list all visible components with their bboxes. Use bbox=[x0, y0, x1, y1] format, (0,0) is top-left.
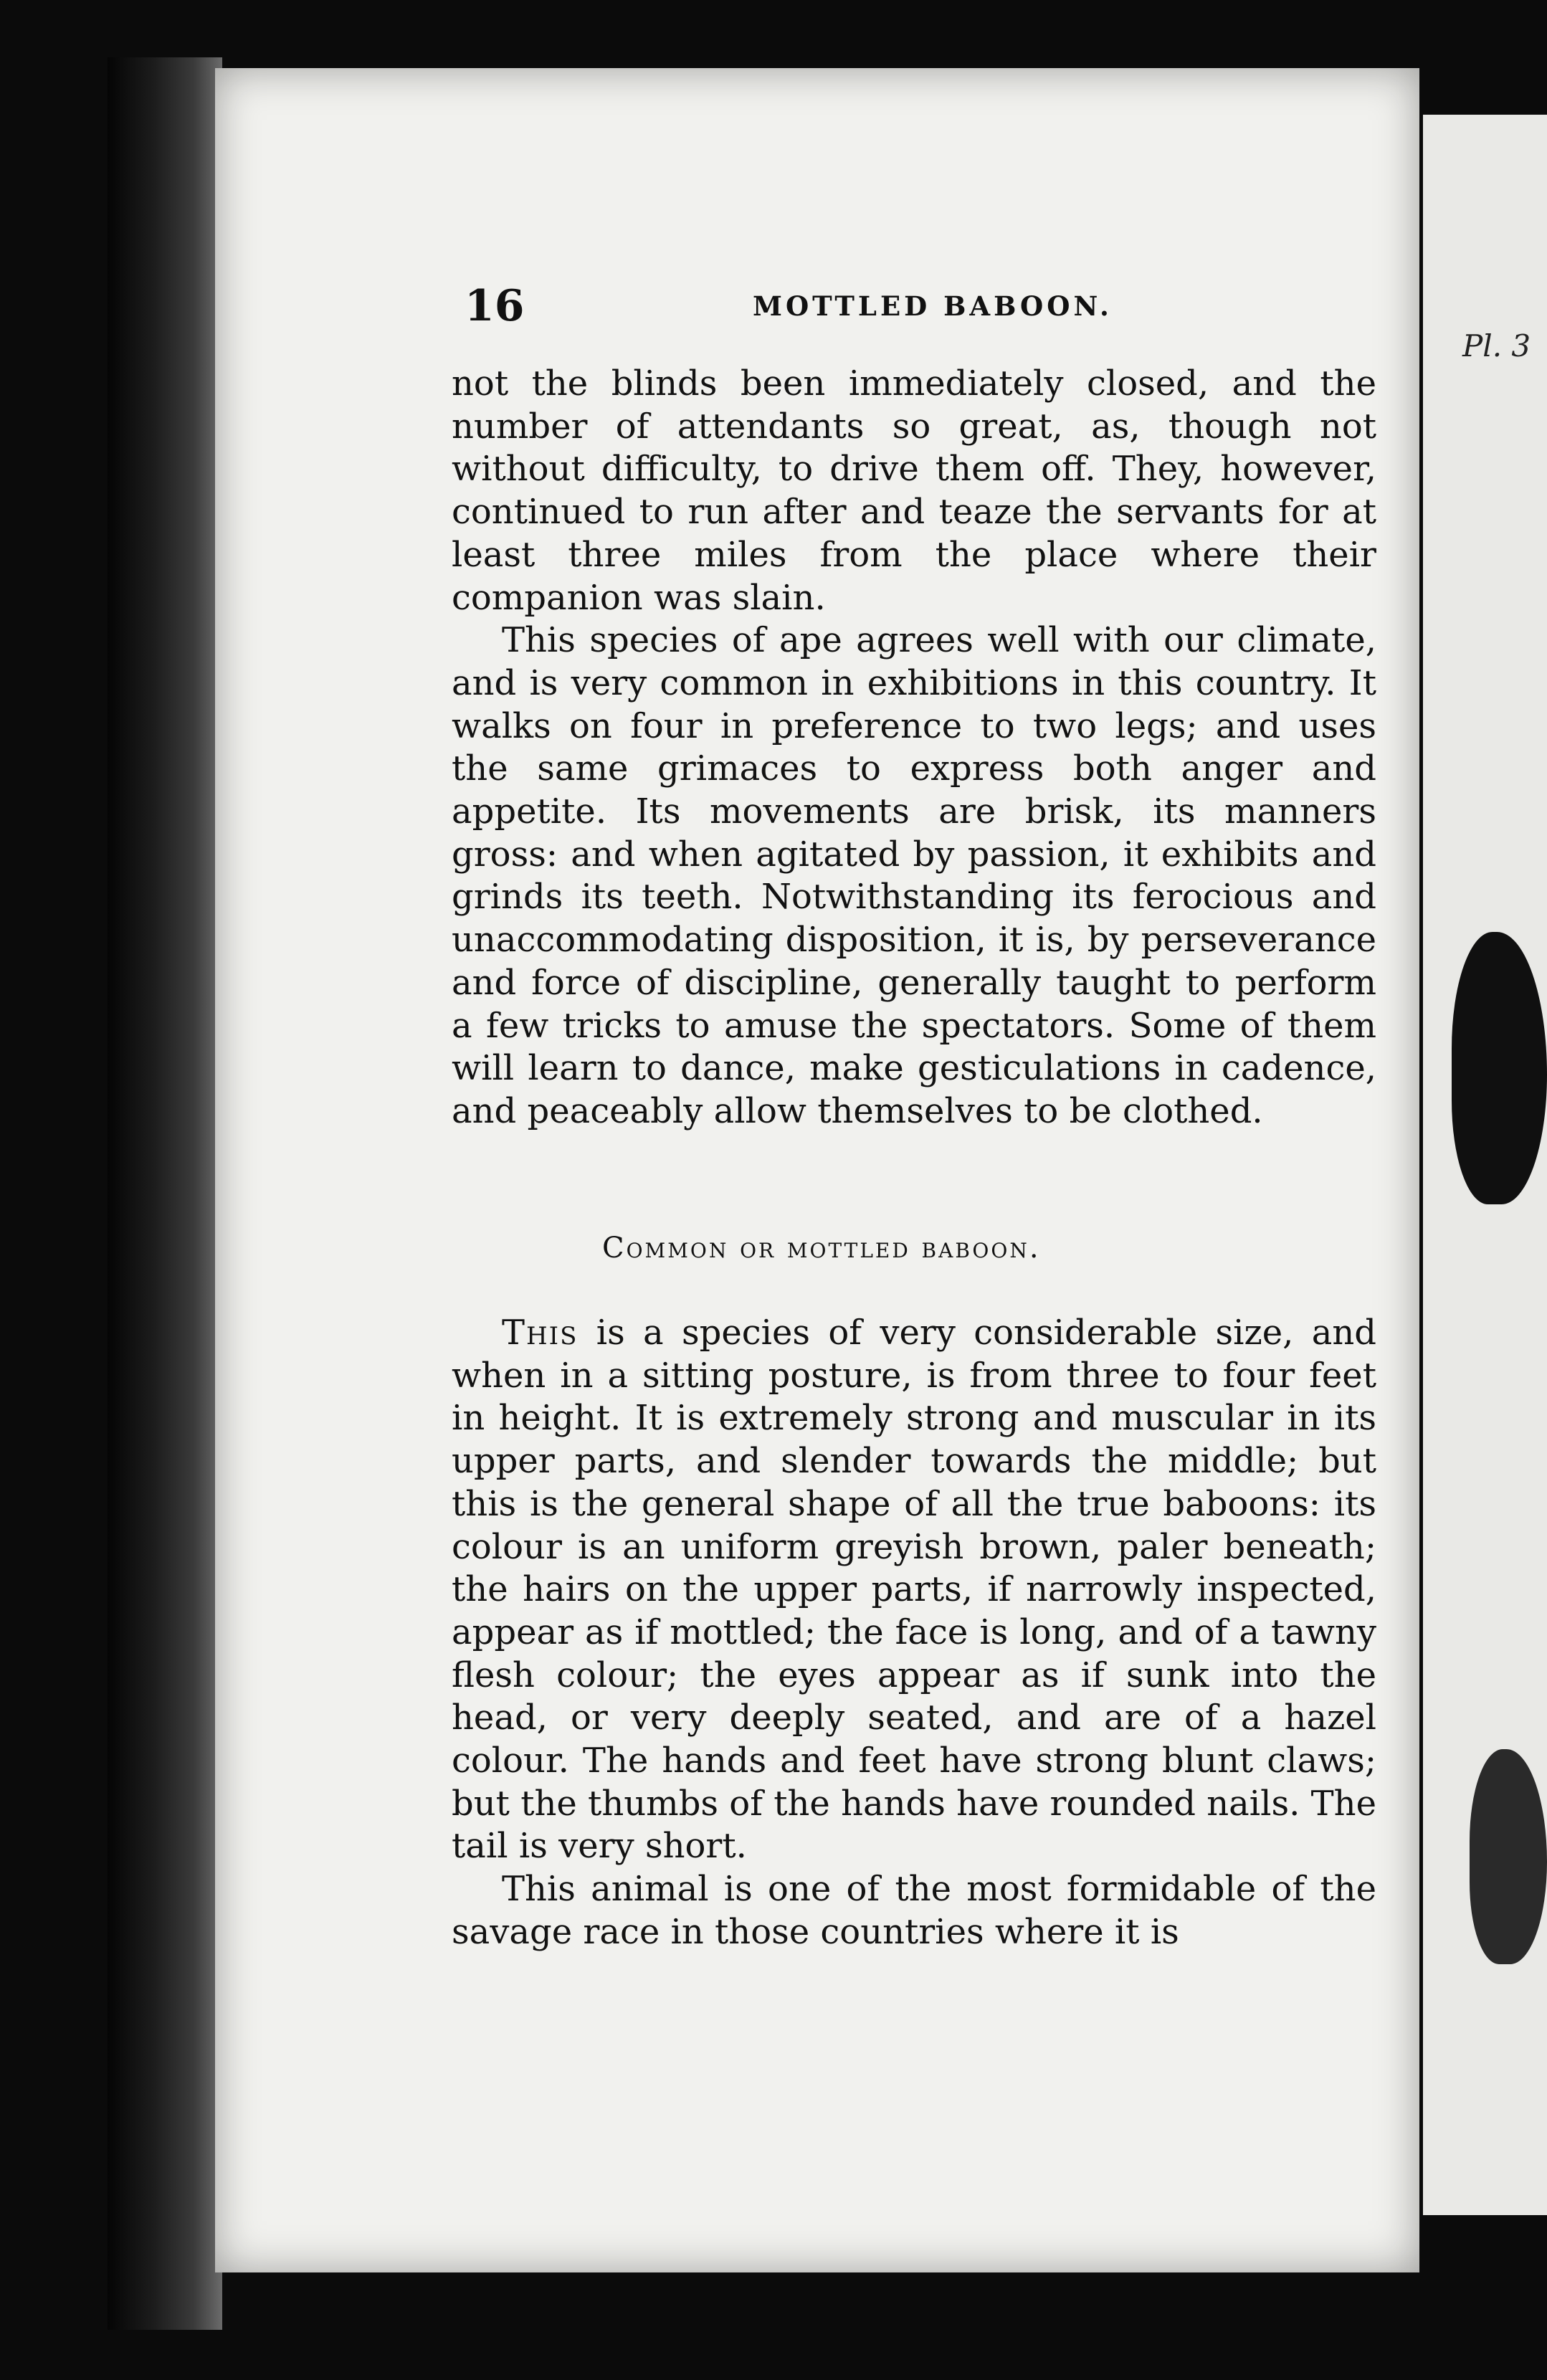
text-block-section bbox=[452, 1312, 1376, 1954]
book-spine bbox=[108, 57, 222, 2330]
opening-word: This bbox=[502, 1313, 579, 1353]
page-number: 16 bbox=[465, 281, 525, 331]
paragraph-description-body: is a species of very considerable size, and when in a sitting posture, is from three to four feet in height. It is extremely strong and muscular in its upper parts, and slender towards the middle; but this is the general shape of all the true baboons: its colour is an uniform greyish brown, paler beneath; the hairs on the upper parts, if narrowly inspected, appear as if mottled; the face is long, and of a tawny flesh colour; the eyes appear as if sunk into the head, or very deeply seated, and are of a hazel colour. The hands and feet have strong blunt claws; but the thumbs of the hands have rounded nails. The tail is very short. bbox=[452, 1313, 1376, 1867]
paragraph-formidable: This animal is one of the most formidable of the savage race in those countries where it is bbox=[452, 1869, 1376, 1952]
paragraph-description bbox=[452, 1312, 1376, 1868]
text-block-top bbox=[452, 363, 1376, 1133]
running-title: MOTTLED BABOON. bbox=[753, 290, 1113, 322]
paragraph-climate: This species of ape agrees well with our climate, and is very common in exhibitions in this country. It walks on four in preference to two legs; and uses the same grimaces to express both anger and appetite. Its movements are brisk, its manners gross: and when agitated by passion, it exhibits and grinds its teeth. Notwithstanding its ferocious and unaccommodating disposition, it is, by perseverance and force of discipline, generally taught to perform a few tricks to amuse the spectators. Some of them will learn to dance, make gesticulations in cadence, and peaceably allow themselves to be clothed. bbox=[452, 620, 1376, 1131]
paragraph-continuation: not the blinds been immediately closed, and the number of attendants so great, as, though not without difficulty, to drive them off. They, however, continued to run after and teaze the servants for at least three miles from the place where their companion was slain. bbox=[452, 363, 1376, 618]
facing-plate-label: Pl. 3 bbox=[1462, 328, 1531, 363]
section-heading: Common or mottled baboon. bbox=[602, 1232, 1041, 1265]
